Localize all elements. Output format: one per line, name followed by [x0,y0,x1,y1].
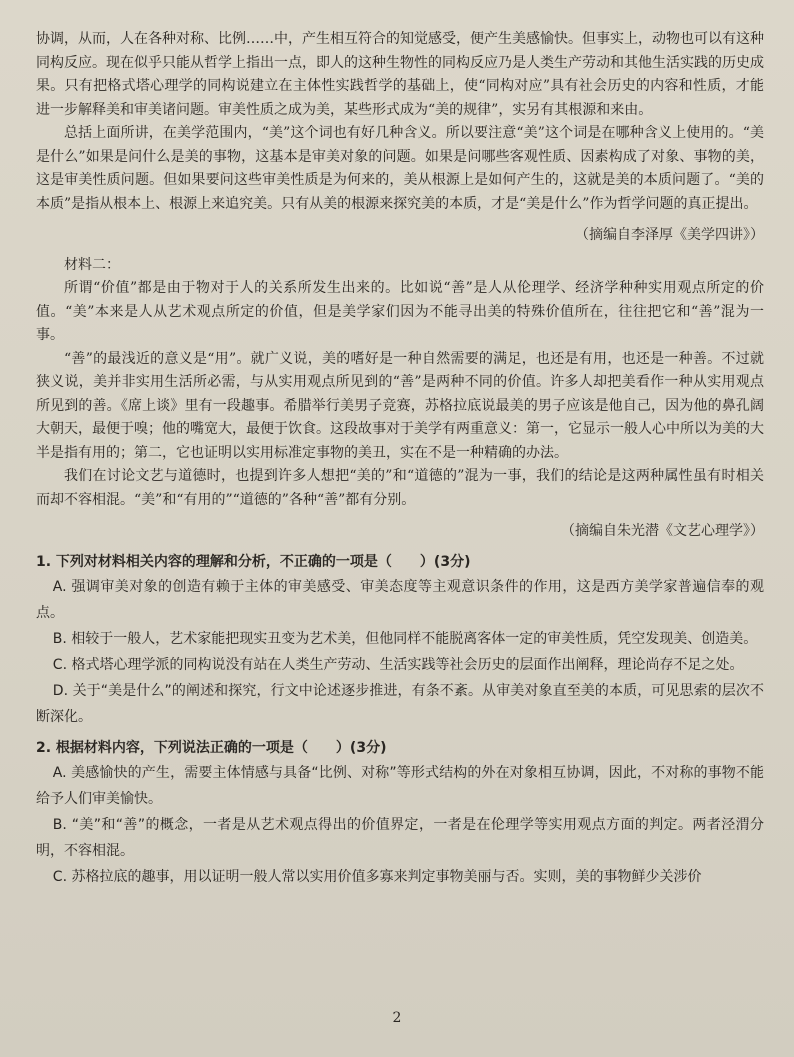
page-content [36,28,764,890]
material2-paragraph-2: “善”的最浅近的意义是“用”。就广义说，美的嗜好是一种自然需要的满足，也还是有用，也还是一种善。不过就狭义说，美并非实用生活所必需，与从实用观点所见到的“善”是两种不同的价值。许多人却把美看作一种从实用观点所见到的善。《席上谈》里有一段趣事。希腊举行美男子竞赛，苏格拉底说最美的男子应该是他自己，因为他的鼻孔阔大朝天，最便于嗅；他的嘴宽大，最便于饮食。这段故事对于美学有两重意义：第一，它显示一般人心中所以为美的大半是指有用的；第二，它也证明以实用标准定事物的美丑，实在不是一种精确的办法。 [36,350,764,461]
question-1-option-a: A. 强调审美对象的创造有赖于主体的审美感受、审美态度等主观意识条件的作用，这是西方美学家普遍信奉的观点。 [36,578,764,621]
material1-source: （摘编自李泽厚《美学四讲》） [575,227,764,243]
question-1-stem: 1. 下列对材料相关内容的理解和分析，不正确的一项是（ ）(3分) [36,553,471,570]
question-1-option-b: B. 相较于一般人，艺术家能把现实丑变为艺术美，但他同样不能脱离客体一定的审美性质，凭空发现美、创造美。 [52,630,758,647]
material1-paragraph-2: 总括上面所讲，在美学范围内，“美”这个词也有好几种含义。所以要注意“美”这个词是在哪种含义上使用的。“美是什么”如果是问什么是美的事物，这基本是审美对象的问题。如果是问哪些客观性质、因素构成了对象、事物的美，这是审美性质问题。但如果要问这些审美性质是为何来的，美从根源上是如何产生的，这就是美的本质问题了。“美的本质”是指从根本上、根源上来追究美。只有从美的根源来探究美的本质，才是“美是什么”作为哲学问题的真正提出。 [36,125,764,212]
material2-source: （摘编自朱光潜《文艺心理学》） [561,523,764,539]
page-number: 2 [392,1010,402,1026]
question-2-option-c: C. 苏格拉底的趣事，用以证明一般人常以实用价值多寡来判定事物美丽与否。实则，美的事物鲜少关涉价 [52,868,702,885]
material1-paragraph-1: 协调，从而，人在各种对称、比例……中，产生相互符合的知觉感受，便产生美感愉快。但事实上，动物也可以有这种同构反应。现在似乎只能从哲学上指出一点，即人的这种生物性的同构反应乃是人类生产劳动和其他生活实践的历史成果。只有把格式塔心理学的同构说建立在主体性实践哲学的基础上，使“同构对应”具有社会历史的内容和性质，才能进一步解释美和审美诸问题。审美性质之成为美，某些形式成为“美的规律”，实另有其根源和来由。 [36,31,764,118]
material2-paragraph-3: 我们在讨论文艺与道德时，也提到许多人想把“美的”和“道德的”混为一事，我们的结论是这两种属性虽有时相关而却不容相混。“美”和“有用的”“道德的”各种“善”都有分别。 [36,468,764,508]
question-2-stem: 2. 根据材料内容，下列说法正确的一项是（ ）(3分) [36,739,387,756]
material2-label: 材料二： [64,256,120,273]
material2-paragraph-1: 所谓“价值”都是由于物对于人的关系所发生出来的。比如说“善”是人从伦理学、经济学种种实用观点所定的价值。“美”本来是人从艺术观点所定的价值，但是美学家们因为不能寻出美的特殊价值所在，往往把它和“善”混为一事。 [36,280,764,343]
question-1-option-d: D. 关于“美是什么”的阐述和探究，行文中论述逐步推进，有条不紊。从审美对象直至美的本质，可见思索的层次不断深化。 [36,682,764,725]
question-2-option-a: A. 美感愉快的产生，需要主体情感与具备“比例、对称”等形式结构的外在对象相互协调，因此，不对称的事物不能给予人们审美愉快。 [36,764,764,807]
question-1-option-c: C. 格式塔心理学派的同构说没有站在人类生产劳动、生活实践等社会历史的层面作出阐释，理论尚存不足之处。 [52,656,744,673]
question-2-option-b: B. “美”和“善”的概念，一者是从艺术观点得出的价值界定，一者是在伦理学等实用观点方面的判定。两者泾渭分明，不容相混。 [36,816,764,859]
